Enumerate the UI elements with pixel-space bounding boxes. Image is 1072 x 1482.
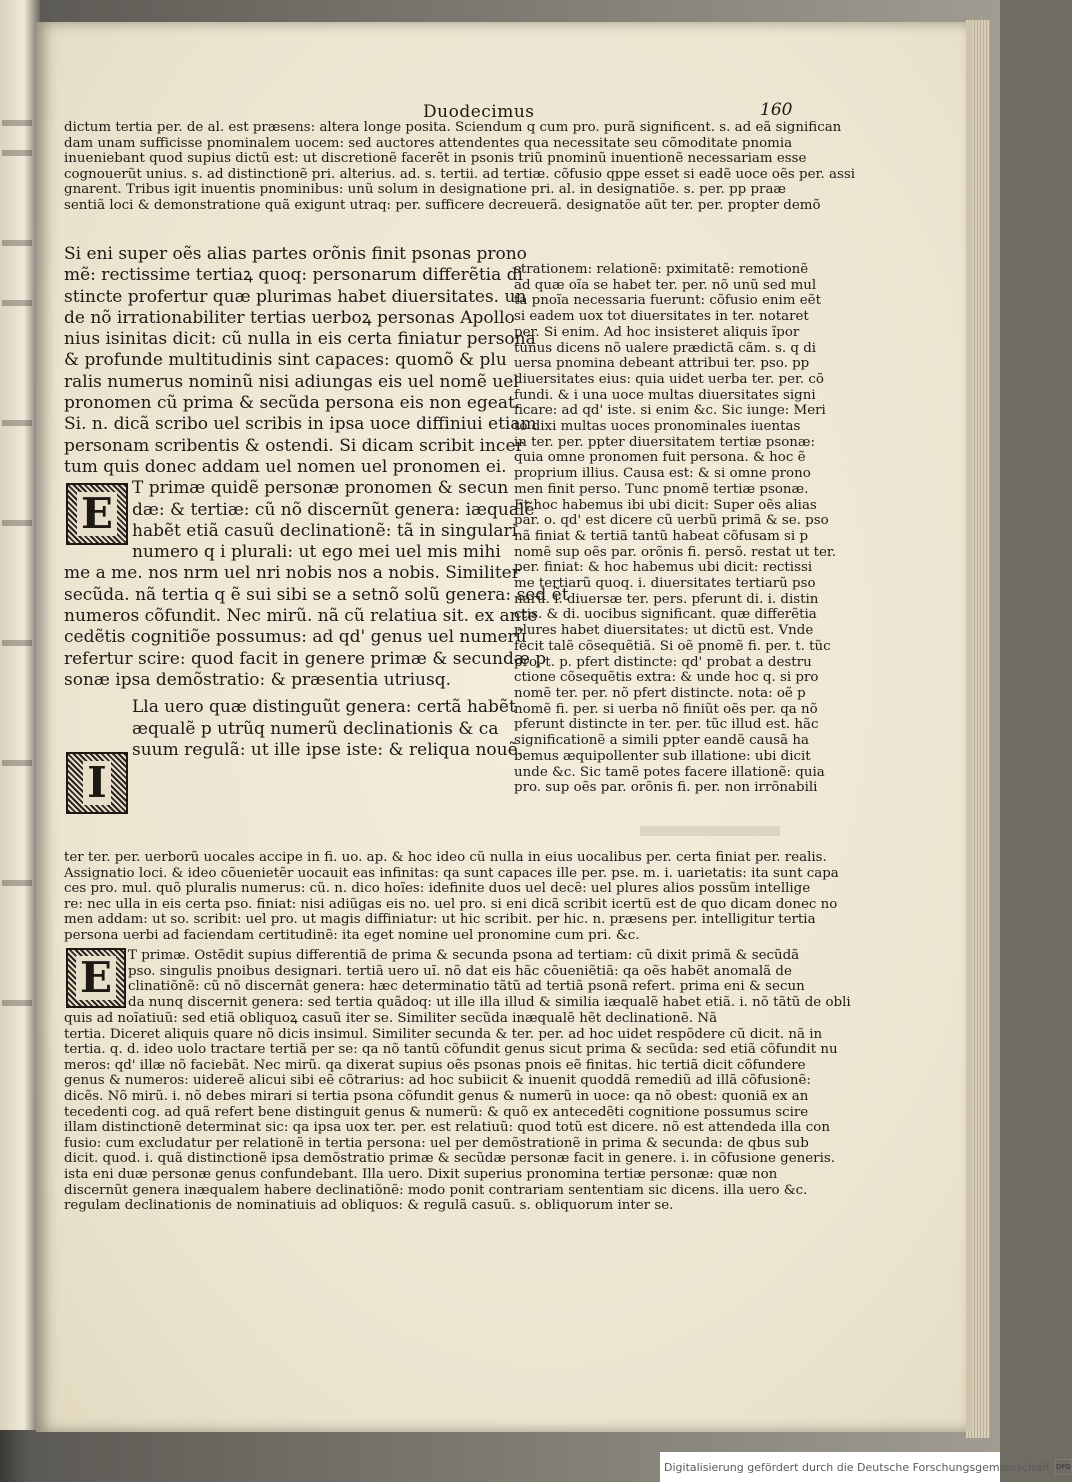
text-line: to dixi multas uoces pronominales iuentas: [514, 419, 801, 435]
dropcap-letter: I: [83, 761, 111, 805]
show-through: [640, 826, 780, 836]
text-line: stincte profertur quæ plurimas habet diuersitates. un: [64, 286, 527, 307]
text-line: tunus dicens nõ ualere prædictã cãm. s. q di: [514, 340, 817, 356]
text-line: Et hoc habemus ibi ubi dicit: Super oẽs alias: [514, 497, 817, 513]
text-line: T primæ quidẽ personæ pronomen & secun: [132, 478, 509, 499]
text-line: T primæ. Ostẽdit supius differentiã de prima & secunda psona ad tertiam: cũ dixit primã & secũdã: [128, 948, 800, 963]
text-line: diuersitates eius: quia uidet uerba ter. per. cõ: [514, 371, 824, 387]
dfg-footer: [660, 1452, 1071, 1482]
top-text-block: [64, 120, 855, 214]
text-line: ter ter. per. uerborũ uocales accipe in fi. uo. ap. & hoc ideo cũ nulla in eius uocalibus per. certa finiat per. realis.: [64, 850, 827, 865]
middle-text-block: [64, 850, 839, 944]
text-line: si eadem uox tot diuersitates in ter. notaret: [514, 309, 809, 325]
text-line: numeros cõfundit. Nec mirũ. nã cũ relatiua sit. ex ante: [64, 606, 538, 627]
text-line: æqualẽ p utrũq numerũ declinationis & ca: [132, 718, 499, 739]
text-line: Si eni super oẽs alias partes orõnis finit psonas prono: [64, 244, 527, 264]
text-line: dicẽs. Nõ mirũ. i. nõ debes mirari si tertia psona cõfundit genus & numerũ in uoce: qa nõ obest: quoniã ex an: [64, 1088, 809, 1104]
text-line: ficare: ad qd' iste. si enim &c. Sic iunge: Meri: [514, 403, 826, 419]
text-line: mẽ: rectissime tertiaꝝ quoq: personarum differẽtia di: [64, 265, 523, 286]
text-line: refertur scire: quod facit in genere primæ & secundæ p: [64, 648, 547, 669]
text-line: strationem: relationẽ: pximitatẽ: remotionẽ: [514, 262, 809, 277]
text-line: uersa pnomina debeant attribui ter. pso. pp: [514, 356, 810, 372]
text-line: per. finiat: & hoc habemus ubi dicit: rectissi: [514, 560, 813, 576]
dropcap-letter: E: [76, 956, 116, 1000]
text-line: genus & numeros: uidereẽ alicui sibi eẽ cõtrarius: ad hoc subiicit & inuenit quoddã remediũ ad illã cõfusionẽ:: [64, 1073, 811, 1089]
text-line: fundi. & i una uoce multas diuersitates signi: [514, 387, 816, 403]
right-column: [514, 262, 837, 796]
bottom-dropcap-lines: [128, 948, 851, 1010]
dropcap-initial-2: [66, 752, 128, 814]
text-line: gnarent. Tribus igit inuentis pnominibus: unũ solum in designatione pri. al. in designatiõe. s. per. pp praæ: [64, 182, 787, 198]
text-line: pro. sup oẽs par. orõnis fi. per. non irrõnabili: [514, 780, 818, 796]
text-line: dæ: & tertiæ: cũ nõ discernũt genera: iæqualẽ: [132, 499, 535, 520]
text-line: nomẽ sup oẽs par. orõnis fi. persõ. restat ut ter.: [514, 544, 837, 560]
text-line: habẽt etiã casuũ declinationẽ: tã in singulari: [132, 520, 518, 541]
text-line: ces pro. mul. quõ pluralis numerus: cũ. n. dico hoĩes: idefinite duos uel decẽ: uel plures alios possũm intellige: [64, 881, 811, 897]
running-head: Duodecimus: [423, 102, 535, 122]
text-line: cedẽtis cognitiõe possumus: ad qd' genus uel numerũ: [64, 627, 527, 648]
text-line: Lla uero quæ distinguũt genera: certã habẽt: [132, 697, 516, 718]
facing-page-edge: [0, 0, 40, 1430]
text-line: bemus æquipollenter sub illatione: ubi dicit: [514, 748, 811, 764]
folio-number: 160: [760, 100, 793, 120]
text-line: tecedenti cog. ad quã refert bene distinguit genus & numerũ: & quõ ex antecedẽti cognitione possumus scire: [64, 1104, 809, 1120]
text-line: ctis. & di. uocibus significant. quæ differẽtia: [514, 607, 817, 623]
text-line: per. Si enim. Ad hoc insisteret aliquis ĩpor: [514, 324, 800, 340]
text-line: inueniebant quod supius dictũ est: ut discretionẽ facerẽt in psonis triũ pnominũ inuentionẽ necessariam esse: [64, 151, 807, 167]
text-line: plures habet diuersitates: ut dictũ est. Vnde: [514, 623, 814, 639]
text-line: ralis numerus nominũ nisi adiungas eis uel nomẽ uel: [64, 371, 519, 392]
text-line: sonæ ipsa demõstratio: & præsentia utriusq.: [64, 669, 451, 690]
text-line: sentiã loci & demonstratione quã exigunt utraq: per. sufficere decreuerã. designatõe aũt ter. per. propter demõ: [64, 197, 821, 213]
text-line: nã finiat & tertiã tantũ habeat cõfusam si p: [514, 528, 809, 544]
text-line: par. o. qd' est dicere cũ uerbũ primã & se. pso: [514, 513, 829, 529]
text-line: Si. n. dicã scribo uel scribis in ipsa uoce diffiniui etiam: [64, 414, 537, 435]
text-line: secũda. nã tertia q ẽ sui sibi se a setnõ solũ genera: sed ẽt: [64, 584, 569, 605]
text-line: pronomen cũ prima & secũda persona eis non egeat.: [64, 393, 521, 414]
text-line: in ter. per. ppter diuersitatem tertiæ psonæ:: [514, 434, 815, 450]
text-line: clinatiõnẽ: cũ nõ discernãt genera: hæc determinatio tãtũ ad tertiã psonã refert. prima eni & secun: [128, 979, 805, 995]
text-line: me tertiarũ quoq. i. diuersitates tertiarũ pso: [514, 576, 816, 592]
text-line: nomẽ fi. per. si uerba nõ finiũt oẽs per. qa nõ: [514, 701, 818, 717]
dropcap-initial-1: [66, 483, 128, 545]
text-line: me a me. nos nrm uel nri nobis nos a nobis. Similiter: [64, 563, 520, 584]
text-line: cognouerũt unius. s. ad distinctionẽ pri. alterius. ad. s. tertii. ad tertiæ. cõfusio qppe esset si eadẽ uoce oẽs per. assi: [64, 166, 855, 182]
text-line: fecit talẽ cõsequẽtiã. Si oẽ pnomẽ fi. per. t. tũc: [514, 638, 831, 654]
text-line: re: nec ulla in eis certa pso. finiat: nisi adiũgas eis no. uel pro. si eni dicã scribit icertũ est de quo dicam donec no: [64, 896, 838, 912]
text-line: nius isinitas dicit: cũ nulla in eis certa finiatur persona: [64, 329, 536, 350]
text-line: persona uerbi ad faciendam certitudinẽ: ita eget nomine uel pronomine cum pri. &c.: [64, 927, 640, 943]
text-line: ista eni duæ personæ genus confundebant. Illa uero. Dixit superius pronomina tertiæ personæ: quæ non: [64, 1166, 778, 1182]
footer-credit: Digitalisierung gefördert durch die Deutsche Forschungsgemeinschaft: [664, 1460, 1050, 1474]
text-line: ta pnoĩa necessaria fuerunt: cõfusio enim eẽt: [514, 293, 821, 309]
text-line: pro. t. p. pfert distincte: qd' probat a destru: [514, 654, 812, 670]
text-line: pso. singulis pnoibus designari. tertiã uero uĩ. nõ dat eis hãc cõueniẽtiã: qa oẽs habẽt anomalã de: [128, 963, 792, 979]
text-line: de nõ irrationabiliter tertias uerboꝝ personas Apollo: [64, 307, 515, 328]
text-line: quis ad noĩatiuũ: sed etiã obliquoꝝ casuũ iter se. Similiter secũda inæqualẽ hẽt declinationẽ. Nã: [64, 1011, 718, 1026]
text-line: tertia. q. d. ideo uolo tractare tertiã per se: qa nõ tantũ cõfundit genus sicut prima & secũda: sed etiã cõfundit nu: [64, 1042, 838, 1058]
left-column: [64, 244, 569, 761]
dropcap-letter: E: [77, 492, 117, 536]
text-line: unde &c. Sic tamẽ potes facere illationẽ: quia: [514, 764, 825, 780]
text-line: significationẽ a simili ppter eandẽ causã ha: [514, 733, 809, 749]
text-line: Assignatio loci. & ideo cõuenietẽr uocauit eas infinitas: qa sunt capaces ille per. pse. m. i. uarietatis: ita sunt capa: [64, 865, 839, 881]
text-line: suum regulã: ut ille ipse iste: & reliqua nouẽ.: [132, 739, 524, 760]
text-line: fusio: cum excludatur per relationẽ in tertia persona: uel per demõstrationẽ in prima & secunda: de qbus sub: [64, 1135, 809, 1151]
text-line: meros: qd' illæ nõ faciebãt. Nec mirũ. qa dixerat supius oẽs psonas pnois eẽ finitas. hic tertiã dicit cõfundere: [64, 1057, 806, 1073]
text-line: dam unam sufficisse pnominalem uocem: sed auctores attendentes qua necessitate seu cõmoditate pnomia: [64, 135, 793, 151]
text-line: dictum tertia per. de al. est præsens: altera longe posita. Sciendum q cum pro. purã significent. s. ad eã significan: [64, 120, 842, 135]
text-line: discernũt genera inæqualem habere declinatiõnẽ: modo ponit contrariam sententiam sic dicens. illa uero &c.: [64, 1182, 808, 1198]
text-line: tum quis donec addam uel nomen uel pronomen ei.: [64, 456, 507, 477]
text-line: tertia. Diceret aliquis quare nõ dicis insimul. Similiter secunda & ter. per. ad hoc uidet respõdere cũ dicit. nã in: [64, 1026, 823, 1042]
text-line: personam scribentis & ostendi. Si dicam scribit incer: [64, 435, 524, 456]
text-line: men addam: ut so. scribit: uel pro. ut magis diffiniatur: ut hic scribit. per hic. n. præsens per. intelligitur tertia: [64, 912, 816, 928]
text-line: proprium illius. Causa est: & si omne prono: [514, 466, 811, 482]
dfg-logo-icon: DFG: [1055, 1459, 1072, 1475]
text-line: illam distinctionẽ determinat sic: qa ipsa uox ter. per. est relatiuũ: quod totũ est dicere. nõ est attendeda illa con: [64, 1120, 830, 1136]
text-line: narũ. i. diuersæ ter. pers. pferunt di. i. distin: [514, 591, 819, 607]
text-line: & profunde multitudinis sint capaces: quomõ & plu: [64, 350, 507, 371]
text-line: ad quæ oĩa se habet ter. per. nõ unũ sed mul: [514, 277, 817, 293]
text-line: regulam declinationis de nominatiuis ad obliquos: & regulã casuũ. s. obliquorum inter se.: [64, 1198, 674, 1214]
dropcap-initial-3: [66, 948, 126, 1008]
bottom-text-block: [64, 1011, 838, 1214]
text-line: ctione cõsequẽtis extra: & unde hoc q. si pro: [514, 670, 819, 686]
text-line: pferunt distincte in ter. per. tũc illud est. hãc: [514, 717, 819, 733]
text-line: nomẽ ter. per. nõ pfert distincte. nota: oẽ p: [514, 685, 806, 701]
text-line: men finit perso. Tunc pnomẽ tertiæ psonæ.: [514, 481, 809, 497]
text-line: dicit. quod. i. quã distinctionẽ ipsa demõstratio primæ & secũdæ personæ facit in genere. i. in cõfusione generis.: [64, 1151, 835, 1167]
text-line: numero q i plurali: ut ego mei uel mis mihi: [132, 542, 501, 563]
text-line: da nunq discernit genera: sed tertia quãdoq: ut ille illa illud & similia iæqualẽ habet etiã. i. nõ tãtũ de obli: [128, 994, 851, 1010]
text-line: quia omne pronomen fuit persona. & hoc ẽ: [514, 450, 806, 466]
